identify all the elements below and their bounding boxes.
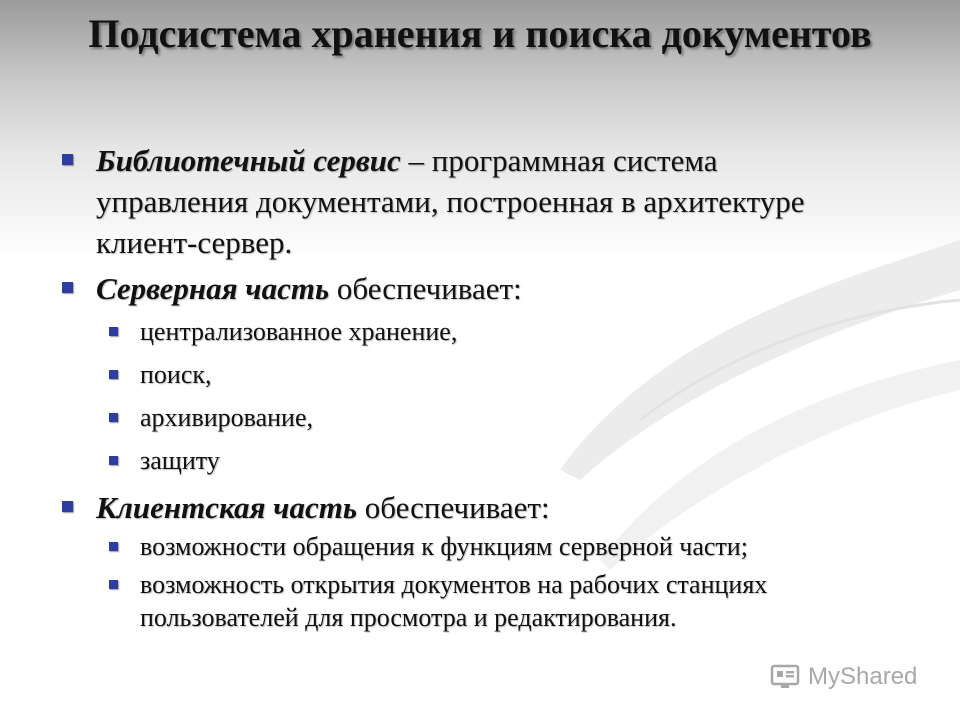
square-bullet-icon — [109, 542, 118, 551]
square-bullet-icon — [62, 282, 73, 293]
sublist-item — [60, 315, 930, 348]
list-item-server-part — [60, 268, 930, 309]
text-server-part: обеспечивает: — [329, 271, 522, 306]
square-bullet-icon — [109, 580, 118, 589]
definition-library-service: – программная система управления документами, построенная в архитектуре клиент-сервер. — [96, 143, 805, 260]
square-bullet-icon — [109, 327, 118, 336]
client-part-sublist — [60, 530, 930, 634]
slide-content — [60, 140, 930, 634]
sublist-item — [60, 444, 930, 477]
sublist-item — [60, 568, 930, 634]
sublist-item — [60, 358, 930, 391]
sublist-item-text: архивирование, — [140, 403, 313, 432]
square-bullet-icon — [109, 456, 118, 465]
term-library-service: Библиотечный сервис — [96, 143, 401, 178]
square-bullet-icon — [109, 413, 118, 422]
term-server-part: Серверная часть — [96, 271, 330, 306]
server-part-sublist — [60, 315, 930, 477]
sublist-item-text: защиту — [140, 446, 220, 475]
term-client-part: Клиентская часть — [96, 490, 357, 525]
square-bullet-icon — [109, 370, 118, 379]
sublist-item — [60, 530, 930, 563]
sublist-item — [60, 401, 930, 434]
sublist-item-text: возможность открытия документов на рабочих станциях пользователей для просмотра и редактирования. — [140, 570, 768, 632]
list-item-client-part — [60, 487, 930, 528]
sublist-item-text: возможности обращения к функциям серверной части; — [140, 532, 748, 561]
text-client-part: обеспечивает: — [357, 490, 550, 525]
myshared-logo-icon — [770, 662, 804, 692]
sublist-item-text: централизованное хранение, — [140, 317, 458, 346]
list-item-library-service — [60, 140, 856, 263]
watermark-text: MyShared — [808, 663, 918, 690]
slide-title: Подсистема хранения и поиска документов — [88, 11, 872, 56]
square-bullet-icon — [62, 501, 73, 512]
square-bullet-icon — [62, 154, 73, 165]
myshared-watermark — [770, 660, 917, 694]
sublist-item-text: поиск, — [140, 360, 212, 389]
